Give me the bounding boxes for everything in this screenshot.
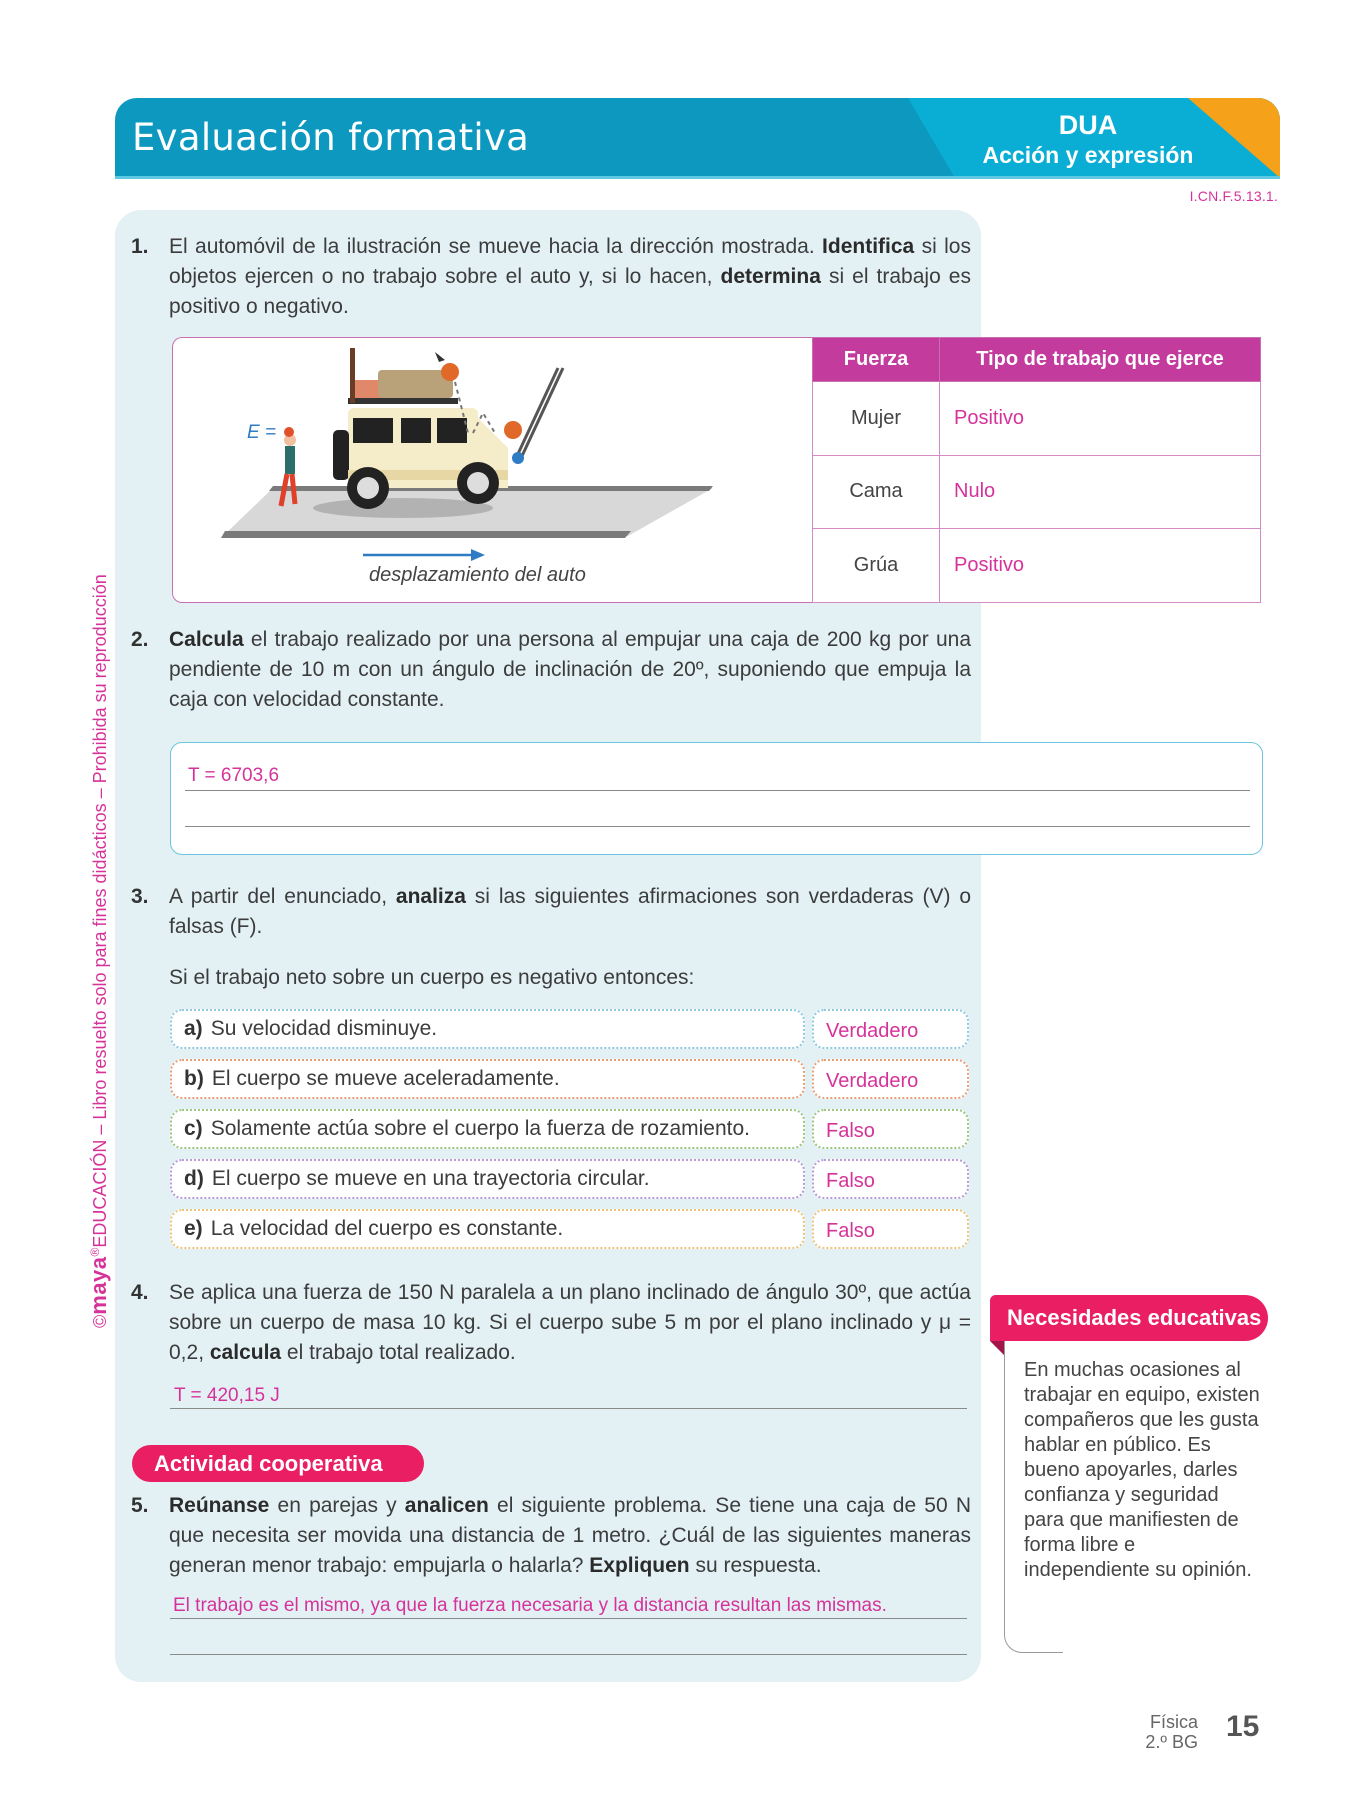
work-answer-cell[interactable]: Positivo	[940, 382, 1261, 456]
copyright-symbol: ©	[90, 1314, 110, 1328]
question-number: 2.	[131, 628, 149, 651]
answer-line[interactable]	[170, 1654, 967, 1655]
answer-line	[170, 1408, 967, 1409]
special-needs-text: En muchas ocasiones al trabajar en equipo, existen compañeros que les gusta hablar en público. Es bueno apoyarles, darles confianza y seguridad para que manifiesten de forma libre e independiente su opinión.	[1024, 1359, 1260, 1581]
question-text: El automóvil de la ilustración se mueve hacia la dirección mostrada. Identifica si los objetos ejercen o no trabajo sobre el auto y, si lo hacen, determina si el trabajo es positivo o negativo.	[169, 235, 971, 318]
question-3	[131, 882, 971, 942]
q2-answer[interactable]: T = 6703,6	[188, 765, 280, 786]
table-row	[813, 455, 1261, 529]
cooperative-activity-label: Actividad cooperativa	[132, 1445, 424, 1482]
q2-answer-box[interactable]	[170, 742, 1263, 855]
brand-logo: maya	[86, 1256, 111, 1315]
table-row	[813, 382, 1261, 456]
dua-badge-title: DUA	[1058, 110, 1118, 140]
car-illustration	[172, 337, 814, 603]
answer-line[interactable]	[185, 826, 1250, 827]
question-2	[131, 625, 971, 715]
displacement-caption: desplazamiento del auto	[369, 564, 586, 586]
special-needs-title: Necesidades educativas	[990, 1295, 1268, 1341]
question-number: 3.	[131, 885, 149, 908]
question-3-intro: Si el trabajo neto sobre un cuerpo es negativo entonces:	[169, 966, 695, 989]
work-answer-cell[interactable]: Nulo	[940, 455, 1261, 529]
statement-c: c) Solamente actúa sobre el cuerpo la fuerza de rozamiento.	[170, 1109, 805, 1149]
table-header-fuerza: Fuerza	[813, 338, 940, 382]
header-underline	[115, 176, 1280, 179]
statement-e: e) La velocidad del cuerpo es constante.	[170, 1209, 805, 1249]
table-header-tipo: Tipo de trabajo que ejerce	[940, 338, 1261, 382]
answer-line	[185, 790, 1250, 791]
answer-line	[170, 1618, 967, 1619]
registered-symbol: ®	[88, 1247, 102, 1257]
work-type-table	[812, 337, 1261, 603]
copyright-vertical-text	[86, 574, 112, 1328]
question-text: Se aplica una fuerza de 150 N paralela a un plano inclinado de ángulo 30º, que actúa sobre un cuerpo de masa 10 kg. Si el cuerpo sube 5 m por el plano inclinado y μ = 0,2, calcula el trabajo total realizado.	[169, 1281, 971, 1364]
q5-answer[interactable]: El trabajo es el mismo, ya que la fuerza necesaria y la distancia resultan las mismas.	[173, 1595, 887, 1616]
table-row	[813, 529, 1261, 603]
statement-b: b) El cuerpo se mueve aceleradamente.	[170, 1059, 805, 1099]
energy-label: E =	[247, 422, 277, 443]
statement-c-answer[interactable]: Falso	[812, 1109, 969, 1149]
statement-b-answer[interactable]: Verdadero	[812, 1059, 969, 1099]
question-text: Reúnanse en parejas y analicen el siguiente problema. Se tiene una caja de 50 N que necesita ser movida una distancia de 1 metro. ¿Cuál de las siguientes maneras generan menor trabajo: empujarla o halarla? Expliquen su respuesta.	[169, 1494, 971, 1577]
force-cell: Cama	[813, 455, 940, 529]
force-cell: Mujer	[813, 382, 940, 456]
statement-d: d) El cuerpo se mueve en una trayectoria circular.	[170, 1159, 805, 1199]
copyright-text: EDUCACIÓN – Libro resuelto solo para fines didácticos – Prohibida su reproducción	[90, 574, 110, 1248]
force-cell: Grúa	[813, 529, 940, 603]
statement-e-answer[interactable]: Falso	[812, 1209, 969, 1249]
question-5	[131, 1491, 971, 1581]
question-number: 4.	[131, 1281, 149, 1304]
question-number: 5.	[131, 1494, 149, 1517]
question-number: 1.	[131, 235, 149, 258]
question-1	[131, 232, 971, 322]
question-text: Calcula el trabajo realizado por una persona al empujar una caja de 200 kg por una pendiente de 10 m con un ángulo de inclinación de 20º, suponiendo que empuja la caja con velocidad constante.	[169, 628, 971, 711]
statement-a: a) Su velocidad disminuye.	[170, 1009, 805, 1049]
section-header	[115, 98, 1280, 178]
page-number: 15	[1226, 1710, 1260, 1743]
question-text: A partir del enunciado, analiza si las siguientes afirmaciones son verdaderas (V) o falsas (F).	[169, 885, 972, 938]
curriculum-code: I.CN.F.5.13.1.	[1189, 188, 1278, 204]
statement-d-answer[interactable]: Falso	[812, 1159, 969, 1199]
q4-answer[interactable]: T = 420,15 J	[174, 1385, 280, 1406]
dua-badge-subtitle: Acción y expresión	[982, 142, 1194, 168]
question-4	[131, 1278, 971, 1368]
ribbon-fold	[990, 1341, 1004, 1355]
statement-a-answer[interactable]: Verdadero	[812, 1009, 969, 1049]
footer-subject: Física 2.º BG	[1145, 1712, 1198, 1752]
page-title: Evaluación formativa	[132, 116, 530, 159]
work-answer-cell[interactable]: Positivo	[940, 529, 1261, 603]
